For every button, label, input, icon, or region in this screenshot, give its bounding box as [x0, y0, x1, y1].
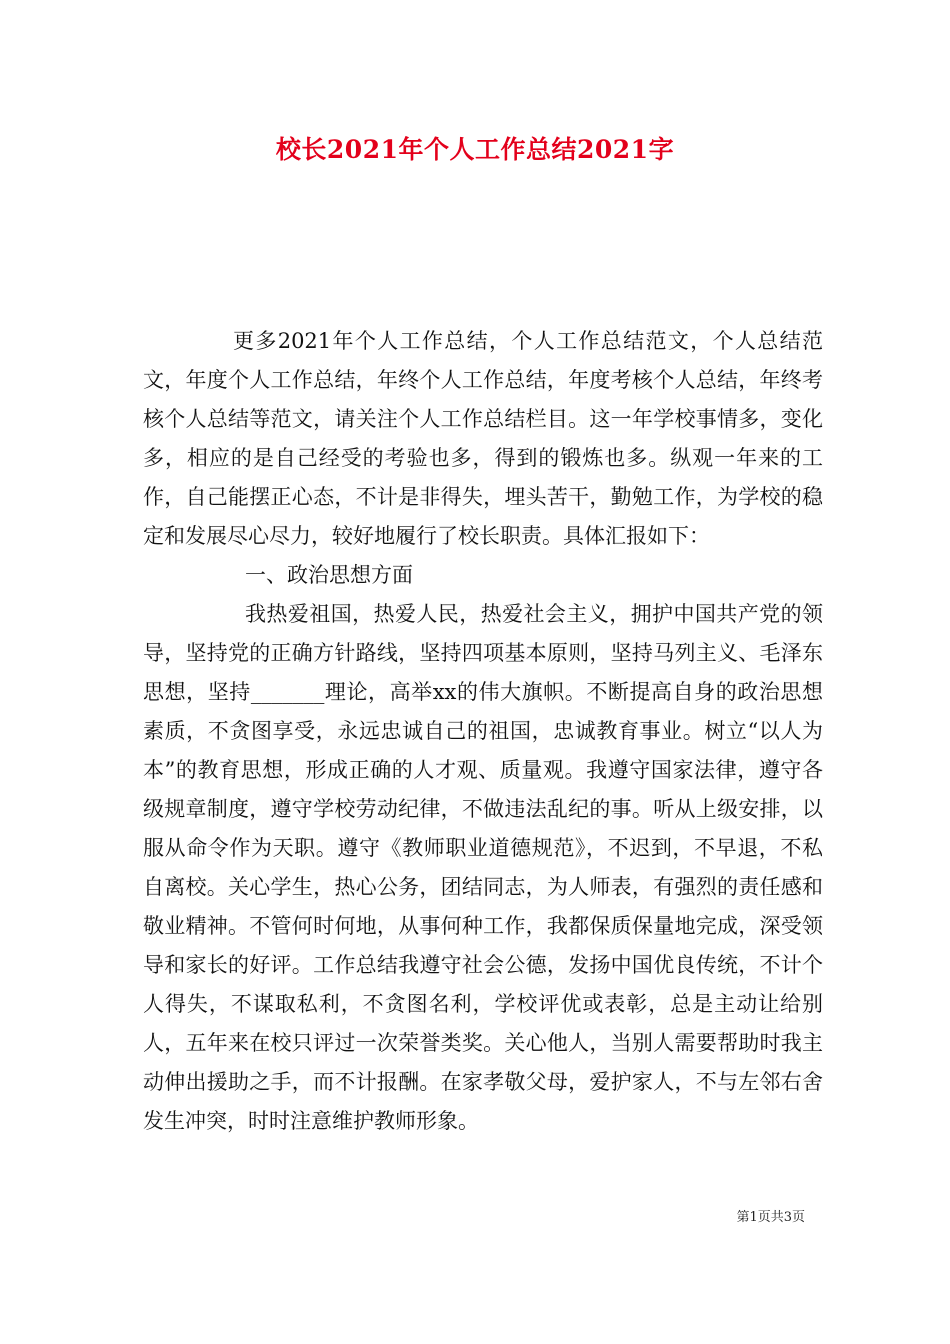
political-paragraph: 我热爱祖国，热爱人民，热爱社会主义，拥护中国共产党的领导，坚持党的正确方针路线，坚持四项基本原则，坚持马列主义、毛泽东思想，坚持_______理论，高举xx的伟大旗帜。不断提高自身的政治思想素质，不贪图享受，永远忠诚自己的祖国，忠诚教育事业。树立“以人为本”的教育思想，形成正确的人才观、质量观。我遵守国家法律，遵守各级规章制度，遵守学校劳动纪律，不做违法乱纪的事。听从上级安排，以服从命令作为天职。遵守《教师职业道德规范》，不迟到，不早退，不私自离校。关心学生，热心公务，团结同志，为人师表，有强烈的责任感和敬业精神。不管何时何地，从事何种工作，我都保质保量地完成，深受领导和家长的好评。工作总结我遵守社会公德，发扬中国优良传统，不计个人得失，不谋取私利，不贪图名利，学校评优或表彰，总是主动让给别人，五年来在校只评过一次荣誉类奖。关心他人，当别人需要帮助时我主动伸出援助之手，而不计报酬。在家孝敬父母，爱护家人，不与左邻右舍发生冲突，时时注意维护教师形象。	[143, 602, 823, 1133]
section-heading-political: 一、政治思想方面	[245, 563, 413, 587]
intro-paragraph: 更多2021年个人工作总结，个人工作总结范文，个人总结范文，年度个人工作总结，年终个人工作总结，年度考核个人总结，年终考核个人总结等范文，请关注个人工作总结栏目。这一年学校事情多，变化多，相应的是自己经受的考验也多，得到的锻炼也多。纵观一年来的工作，自己能摆正心态，不计是非得失，埋头苦干，勤勉工作，为学校的稳定和发展尽心尽力，较好地履行了校长职责。具体汇报如下：	[143, 329, 823, 548]
page-number-footer: 第1页共3页	[736, 1210, 805, 1225]
document-title: 校长2021年个人工作总结2021字	[275, 135, 675, 164]
document-body	[143, 322, 823, 1141]
